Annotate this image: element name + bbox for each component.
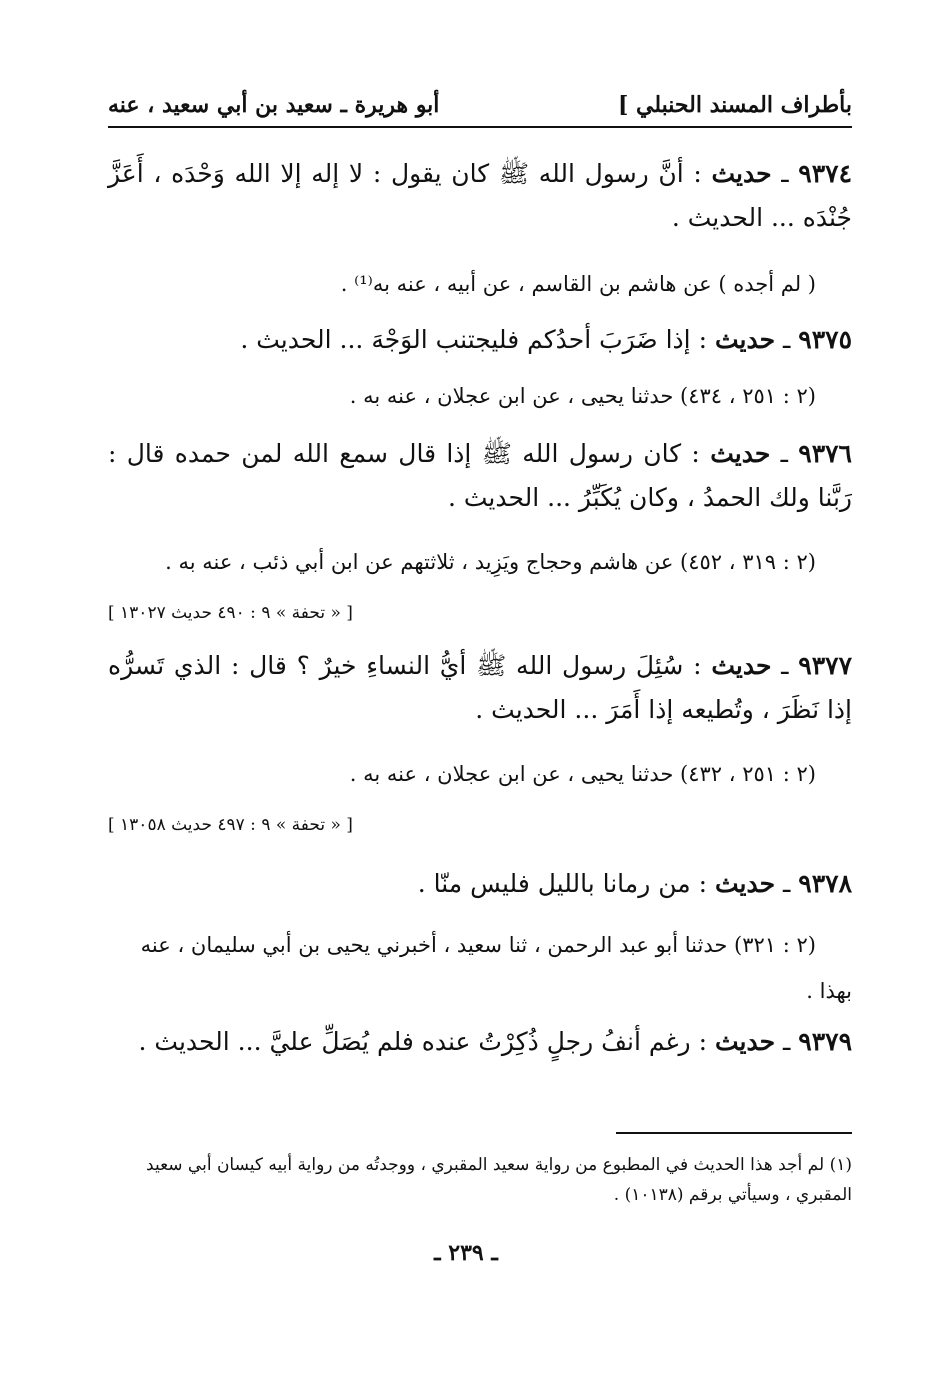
footnote-text: لم أجد هذا الحديث في المطبوع من رواية سعيد المقبري ، ووجدتُه من رواية أبيه كيسان أبي سعيد المقبري ، وسيأتي برقم (١٠١٣٨) . <box>146 1155 852 1205</box>
hadith-entry: ٩٣٧٥ ـ حديث : إذا ضَرَبَ أحدُكم فليجتنب الوَجْهَ ... الحديث . <box>240 325 852 354</box>
hadith-keyword: حديث <box>714 1027 776 1056</box>
hadith-number: ٩٣٧٥ <box>798 325 852 354</box>
page-number: ـ ٢٣٩ ـ <box>434 1240 498 1266</box>
hadith-source: (٢ : ٢٥١ ، ٤٣٤) حدثنا يحيى ، عن ابن عجلان ، عنه به . <box>349 384 816 408</box>
hadith-text: : سُئِلَ رسول الله ﷺ أيُّ النساءِ خيرٌ ؟ قال : الذي تَسرُّه إذا نَظَرَ ، وتُطيعه إذا أَمَرَ ... الحديث . <box>108 651 852 724</box>
hadith-text: : من رمانا بالليل فليس منّا . <box>417 869 715 898</box>
hadith-keyword: حديث <box>710 439 771 468</box>
running-header <box>108 82 852 128</box>
hadith-keyword: حديث <box>714 325 776 354</box>
tuhfa-reference: [ « تحفة » ٩ : ٤٩٠ حديث ١٣٠٢٧ ] <box>108 603 353 623</box>
hadith-number: ٩٣٧٧ <box>798 651 852 680</box>
hadith-entry: ٩٣٧٦ ـ حديث : كان رسول الله ﷺ إذا قال سمع الله لمن حمده قال : رَبَّنا ولك الحمدُ ، وكان يُكَبِّرُ ... الحديث . <box>108 439 852 512</box>
hadith-text: : رغم أنفُ رجلٍ ذُكِرْتُ عنده فلم يُصَلِّ عليَّ ... الحديث . <box>138 1027 715 1056</box>
footnote <box>108 1150 852 1210</box>
hadith-number: ٩٣٧٤ <box>798 159 852 188</box>
hadith-entry: ٩٣٧٨ ـ حديث : من رمانا بالليل فليس منّا . <box>417 869 852 898</box>
section-title: أبو هريرة ـ سعيد بن أبي سعيد ، عنه <box>108 92 440 118</box>
hadith-source: (٢ : ٣٢١) حدثنا أبو عبد الرحمن ، ثنا سعيد ، أخبرني يحيى بن أبي سليمان ، عنه بهذا . <box>140 933 852 1003</box>
hadith-text: : أنَّ رسول الله ﷺ كان يقول : لا إله إلا الله وَحْدَه ، أَعَزَّ جُنْدَه ... الحديث . <box>108 159 852 232</box>
hadith-entry: ٩٣٧٧ ـ حديث : سُئِلَ رسول الله ﷺ أيُّ النساءِ خيرٌ ؟ قال : الذي تَسرُّه إذا نَظَرَ ، وتُطيعه إذا أَمَرَ ... الحديث . <box>108 651 852 724</box>
hadith-text: : كان رسول الله ﷺ إذا قال سمع الله لمن حمده قال : رَبَّنا ولك الحمدُ ، وكان يُكَبِّرُ ... الحديث . <box>108 439 852 512</box>
hadith-keyword: حديث <box>714 869 776 898</box>
hadith-keyword: حديث <box>711 651 772 680</box>
footnote-marker: (١) <box>829 1155 852 1175</box>
hadith-source: (٢ : ٢٥١ ، ٤٣٢) حدثنا يحيى ، عن ابن عجلان ، عنه به . <box>349 762 816 786</box>
hadith-entry: ٩٣٧٤ ـ حديث : أنَّ رسول الله ﷺ كان يقول : لا إله إلا الله وَحْدَه ، أَعَزَّ جُنْدَه ... الحديث . <box>108 159 852 232</box>
hadith-source: (٢ : ٣١٩ ، ٤٥٢) عن هاشم وحجاج ويَزِيد ، ثلاثتهم عن ابن أبي ذئب ، عنه به . <box>165 550 816 574</box>
hadith-number: ٩٣٧٨ <box>798 869 852 898</box>
tuhfa-reference: [ « تحفة » ٩ : ٤٩٧ حديث ١٣٠٥٨ ] <box>108 815 353 835</box>
hadith-entry: ٩٣٧٩ ـ حديث : رغم أنفُ رجلٍ ذُكِرْتُ عنده فلم يُصَلِّ عليَّ ... الحديث . <box>138 1027 852 1056</box>
hadith-text: : إذا ضَرَبَ أحدُكم فليجتنب الوَجْهَ ... الحديث . <box>240 325 715 354</box>
hadith-keyword: حديث <box>711 159 772 188</box>
book-title: بأطراف المسند الحنبلي ] <box>617 92 852 118</box>
hadith-number: ٩٣٧٦ <box>798 439 852 468</box>
footnote-divider <box>616 1132 852 1134</box>
hadith-source: ( لم أجده ) عن هاشم بن القاسم ، عن أبيه ، عنه به⁽¹⁾ . <box>340 272 816 296</box>
hadith-number: ٩٣٧٩ <box>798 1027 852 1056</box>
